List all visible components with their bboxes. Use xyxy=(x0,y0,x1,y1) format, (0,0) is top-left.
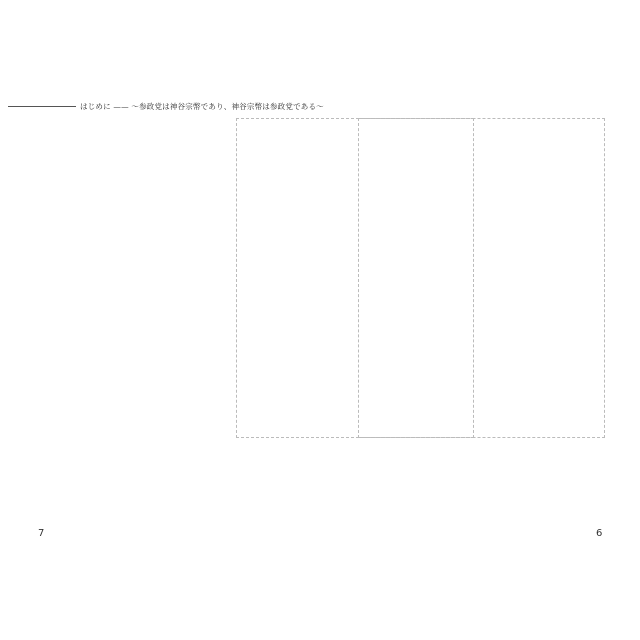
running-header xyxy=(8,101,324,112)
header-rule xyxy=(8,106,76,107)
running-header-text: はじめに —— ～参政党は神谷宗幣であり、神谷宗幣は参政党である～ xyxy=(80,102,324,111)
left-page-text xyxy=(236,118,474,438)
page-number-right: 6 xyxy=(596,528,603,539)
page-number-left: 7 xyxy=(38,528,45,539)
